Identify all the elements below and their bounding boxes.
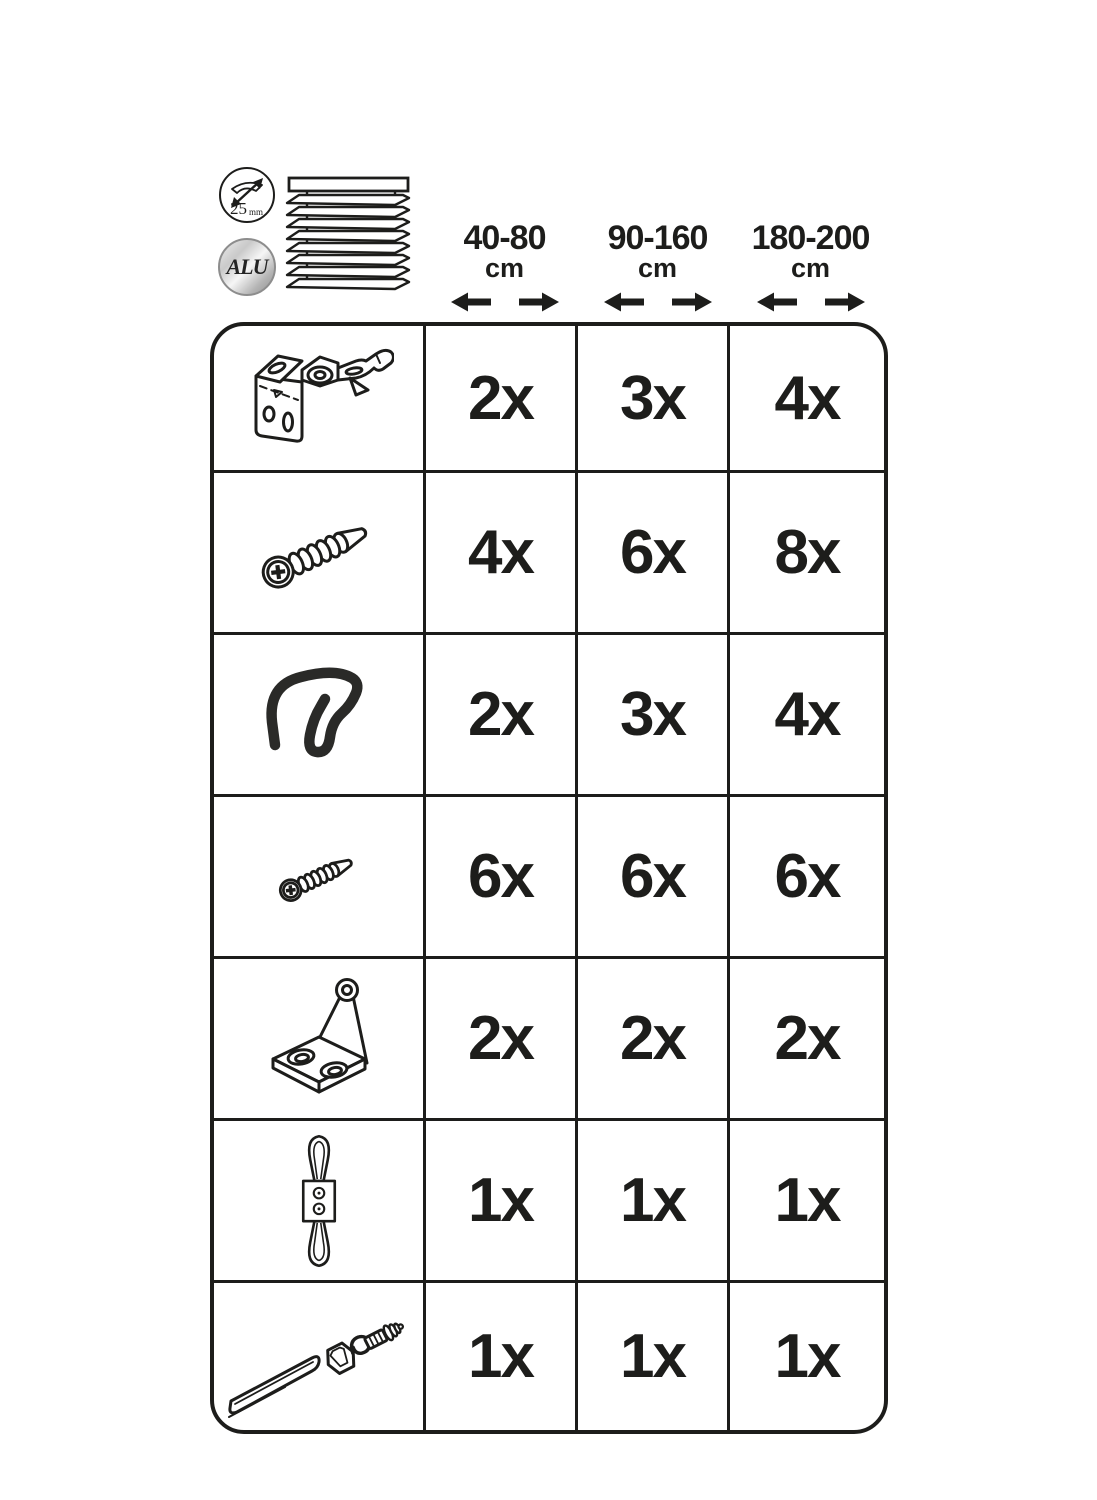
quantity-cell: 2x: [426, 959, 578, 1121]
quantity-cell: 4x: [730, 635, 884, 797]
width-unit-label: cm: [637, 253, 678, 283]
cord-cleat-icon: [291, 1131, 347, 1271]
mounting-bracket-icon: [244, 342, 394, 454]
quantity-cell: 1x: [730, 1121, 884, 1283]
quantity-cell: 3x: [578, 326, 730, 473]
quantity-cell: 2x: [578, 959, 730, 1121]
quantity-cell: 1x: [578, 1283, 730, 1430]
quantity-cell: 2x: [426, 326, 578, 473]
screw-small-icon: [267, 845, 371, 909]
quantity-cell: 6x: [730, 797, 884, 959]
quantity-cell: 3x: [578, 635, 730, 797]
width-arrows-icon: [757, 291, 865, 313]
quantity-cell: 1x: [426, 1121, 578, 1283]
width-range-label: 40-80: [463, 219, 546, 257]
width-column-header-3: [734, 221, 887, 313]
quantity-cell: 6x: [426, 797, 578, 959]
quantity-cell: 1x: [774, 1322, 840, 1391]
venetian-blind-icon: [284, 170, 412, 298]
slat-width-label: 25: [230, 199, 247, 218]
width-column-header-2: [581, 221, 734, 313]
slat-width-unit-label: mm: [249, 207, 264, 217]
quantity-cell: 2x: [426, 635, 578, 797]
width-unit-label: cm: [790, 253, 831, 283]
width-column-header-1: [428, 221, 581, 313]
parts-table: [210, 322, 888, 1434]
material-label: ALU: [226, 254, 268, 279]
quantity-cell: 2x: [730, 959, 884, 1121]
slat-width-badge: [219, 167, 275, 223]
screw-large-icon: [244, 507, 394, 599]
headrail-clip-icon: [253, 659, 385, 771]
quantity-cell: 1x: [426, 1283, 578, 1430]
material-badge: [218, 238, 276, 296]
quantity-cell: 4x: [426, 473, 578, 635]
width-range-label: 180-200: [751, 219, 870, 257]
slat-width-icon: [221, 169, 273, 221]
part-icon-cell: [214, 326, 426, 473]
width-arrows-icon: [451, 291, 559, 313]
width-arrows-icon: [604, 291, 712, 313]
hold-down-bracket-icon: [261, 975, 376, 1103]
quantity-cell: 6x: [578, 797, 730, 959]
part-icon-cell: [214, 473, 426, 635]
part-icon-cell: [214, 1283, 426, 1430]
quantity-cell: 1x: [578, 1121, 730, 1283]
tilt-wand-icon: [225, 1296, 413, 1418]
width-unit-label: cm: [484, 253, 525, 283]
width-range-label: 90-160: [607, 219, 708, 257]
quantity-cell: 4x: [730, 326, 884, 473]
quantity-cell: 8x: [730, 473, 884, 635]
part-icon-cell: [214, 1121, 426, 1283]
part-icon-cell: [214, 635, 426, 797]
part-icon-cell: [214, 959, 426, 1121]
quantity-cell: 6x: [578, 473, 730, 635]
part-icon-cell: [214, 797, 426, 959]
